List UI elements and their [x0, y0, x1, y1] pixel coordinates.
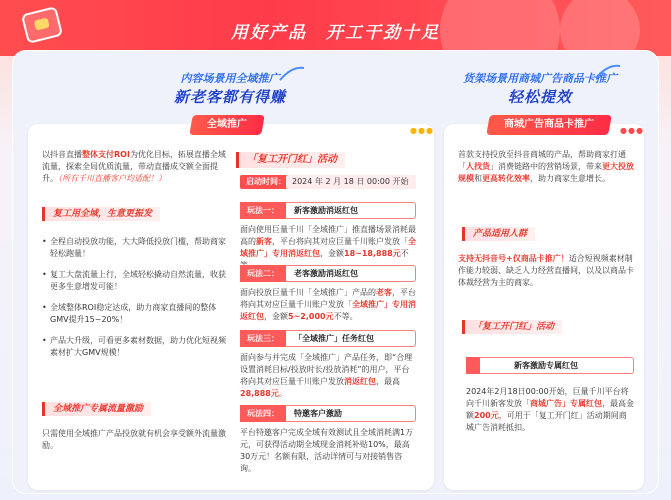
intro-highlight: 更大投放规模	[458, 162, 634, 183]
intro-highlight: 整体支付ROI	[82, 150, 130, 159]
intro-text: 和	[474, 174, 482, 183]
incentive-desc: 2024年2月18日00:00开始，巨量千川平台将向千川新客发放「	[466, 387, 629, 408]
play-desc-2	[240, 287, 416, 323]
desc-text: ，最高	[376, 377, 400, 386]
audience-text	[458, 253, 634, 289]
list-item: • 全程自动投放功能，大大降低投放门槛，帮助商家轻松跑量！	[42, 236, 228, 260]
benefit-list	[42, 236, 228, 368]
left-subtitle-1: 复工用全域，生意更振发	[42, 207, 160, 221]
intro-text: ，助力商家生意增长。	[530, 174, 610, 183]
desc-highlight: 全域推广」专用消返红包	[240, 300, 416, 321]
list-item: • 复工大盘流量上行，全域轻松撬动自然流量，收获更多生意增发可能！	[42, 269, 228, 293]
desc-text: 面向投放巨量千川「全域推广」产品的	[240, 288, 376, 297]
incentive-marker	[466, 357, 480, 374]
left-heading-main: 新老客都有得赚	[173, 88, 286, 106]
tab-quanyu	[189, 115, 265, 135]
play-name-2: 老客激励消返红包	[294, 269, 358, 278]
intro-text: 首款支持投放至抖音商城的产品，帮助商家打通「	[458, 150, 626, 171]
play-label-4: 玩法四：	[240, 405, 286, 422]
header-banner	[0, 0, 671, 56]
audience-highlight: 支持无抖音号+仅商品卡推广！	[458, 254, 569, 263]
desc-highlight: 5~2,000元	[288, 312, 334, 321]
tab-label: 全域推广	[207, 119, 247, 130]
play-desc-4: 平台特邀客户完成全域有效测试且全域消耗满1万元，可获得活动期全域现金消耗补贴10%，最高30万元！名额有限，活动详情可与对接销售咨询。	[240, 428, 414, 473]
incentive-desc: ，可用于「复工开门红」活动期间商城广告消耗抵扣。	[466, 411, 627, 432]
incentive-desc: ，最高金额	[466, 399, 634, 420]
tab-label: 商城广告商品卡推广	[504, 119, 594, 130]
desc-highlight: 消返红包	[344, 377, 376, 386]
desc-highlight: 新客	[256, 237, 272, 246]
intro-text: 以抖音直播	[42, 150, 82, 159]
desc-highlight: 18~18,888元	[344, 249, 401, 258]
desc-text: 不等。	[333, 312, 358, 321]
incentive-highlight: 200元	[474, 411, 499, 420]
left-subtitle-2: 全域推广专属流量激励	[42, 402, 151, 416]
intro-text: 」消费链路中的营销场景，带来	[490, 162, 602, 171]
intro-highlight: 更高转化效率	[482, 174, 530, 183]
play-name-1: 新客激励消返红包	[294, 206, 358, 215]
left-heading-sub: 内容场景用全域推广	[180, 72, 280, 85]
dots-decoration: ●●●	[410, 126, 434, 135]
play-label-2: 玩法二：	[240, 265, 286, 282]
play-label-1: 玩法一：	[240, 202, 286, 219]
incentive-text	[466, 386, 634, 434]
list-item: • 产品大升级，可看更多素材数据，助力优化短视频素材扩大GMV规模！	[42, 335, 228, 359]
play-name-4: 特邀客户激励	[294, 409, 342, 418]
swoosh-icon	[278, 64, 306, 82]
play-desc-3	[240, 352, 416, 400]
incentive-highlight: 商城广告」专属红包	[530, 399, 602, 408]
desc-text: 面向使用巨量千川「全域推广」推直播场景消耗最高的	[240, 225, 416, 246]
page-title: 用好产品 开工干劲十足	[231, 23, 440, 43]
desc-text: 。	[278, 389, 287, 398]
right-heading-sub: 货架场景用商城广告商品卡推广	[463, 72, 617, 85]
start-time-value: 2024 年 2 月 18 日 00:00 开始	[286, 175, 416, 189]
right-subtitle-2: 「复工开门红」活动	[462, 320, 562, 334]
start-time-label: 启动时间：	[240, 175, 292, 189]
desc-text: 不	[400, 249, 409, 258]
desc-highlight: 老客	[376, 288, 392, 297]
tab-shangcheng	[486, 115, 612, 135]
desc-highlight: 28,888元	[240, 389, 279, 398]
intro-note: （所有千川直播客户均适配！）	[58, 174, 166, 183]
swoosh-icon	[594, 62, 622, 80]
dots-decoration: ●●●	[620, 126, 644, 135]
desc-text: ，金额	[320, 249, 344, 258]
incentive-title: 新客激励专属红包	[514, 361, 578, 370]
play-name-3: 「全域推广」任务红包	[294, 334, 374, 343]
list-item: • 全域整体ROI稳定达成，助力商家直播间的整体GMV提升15~20%！	[42, 302, 228, 326]
desc-text: ，金额	[264, 312, 288, 321]
right-intro	[458, 149, 634, 185]
activity-title: 「复工开门红」活动	[236, 152, 345, 168]
desc-highlight: 全域推广」专用消返红包	[240, 237, 416, 258]
desc-text: 面向参与并完成「全域推广」产品任务，即“合理设置消耗目标/投放时长/投放消耗”的用户，平台将向其对应巨量千川账户发放	[240, 353, 413, 386]
right-heading-main: 轻松提效	[507, 88, 572, 106]
intro-text: 为优化目标，拓展直播全域流量，探索全局优质流量，带动直播成交额全面提升。	[42, 150, 226, 183]
intro-highlight: 人找货	[466, 162, 490, 171]
left-footnote: 只需使用全域推广产品投放就有机会享受额外流量激励。	[42, 429, 226, 450]
desc-text: ，平台将向其对应巨量千川账户发放「	[240, 288, 416, 309]
play-label-3: 玩法三：	[240, 330, 286, 347]
desc-text: ，平台将向其对应巨量千川账户发放「	[272, 237, 408, 246]
audience-desc: 适合短视频素材制作能力较弱、缺乏人力经营直播间，以及以商品卡体裁经营为主的商家。	[458, 254, 634, 287]
left-intro	[42, 149, 230, 185]
right-subtitle-1: 产品适用人群	[462, 227, 535, 241]
